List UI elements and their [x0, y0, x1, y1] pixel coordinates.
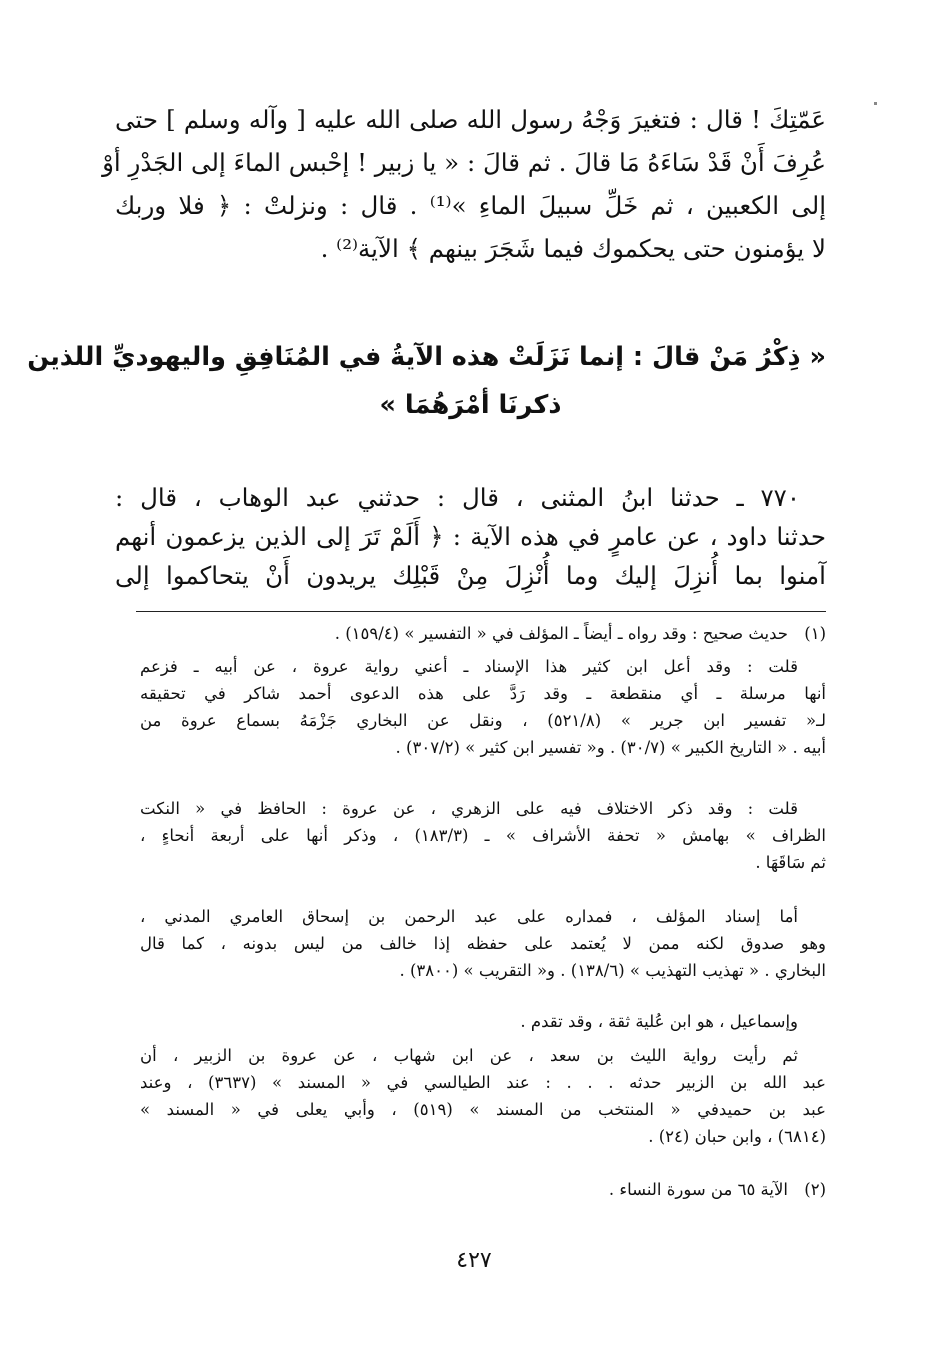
footnote-1-first-line [140, 620, 788, 647]
text-line: آمنوا بما أُنزِلَ إليك وما أُنْزِلَ مِنْ قَبْلِك يريدون أَنْ يتحاكموا إلى [115, 561, 826, 590]
footnote-2 [140, 1176, 788, 1203]
heading-line: « ذِكْرُ مَنْ قالَ : إنما نَزَلَتْ هذه الآيةُ في المُنَافِقِ واليهوديِّ اللذين [27, 342, 826, 372]
footnote-line: ثم رأيت رواية الليث بن سعد ، عن ابن شهاب ، عن عروة بن الزبير ، أن [140, 1046, 798, 1065]
footnote-separator [136, 611, 826, 612]
main-paragraph-2 [115, 478, 826, 595]
footnote-line: (٦٨١٤) ، وابن حبان (٢٤) . [648, 1127, 826, 1146]
text-line: حدثنا داود ، عن عامرٍ في هذه الآية : ﴿ أَلَمْ تَرَ إلى الذين يزعمون أنهم [115, 522, 826, 551]
footnote-line: عبد بن حميدفي « المنتخب من المسند » (٥١٩) ، وأبي يعلى في « المسند » [140, 1100, 826, 1119]
footnote-line: قلت : وقد ذكر الاختلاف فيه على الزهري ، عن عروة : الحافظ في « النكت [140, 799, 798, 818]
heading-line: ذكرنَا أمْرَهُمَا » [379, 390, 562, 420]
footnote-1-paragraph-d [140, 1008, 826, 1035]
footnote-line: البخاري . « تهذيب التهذيب » (١٣٨/٦) . و« التقريب » (٣٨٠٠) . [399, 961, 826, 980]
footnote-line: وهو صدوق لكنه ممن لا يُعتمد على حفظه إذا خالف من ليس بدونه ، كما قال [140, 934, 826, 953]
footnote-1-paragraph-b [140, 795, 826, 876]
main-paragraph-1 [102, 98, 826, 270]
footnote-line: أنها مرسلة ـ أي منقطعة ـ وقد رَدَّ على هذه الدعوى أحمد شاكر في تحقيقه [140, 684, 826, 703]
footnote-line: أبيه . « التاريخ الكبير » (٣٠/٧) . و« تفسير ابن كثير » (٣٠٧/٢) . [395, 738, 826, 757]
footnote-1-paragraph-e [140, 1042, 826, 1150]
footnote-line: الآية ٦٥ من سورة النساء . [608, 1180, 788, 1199]
footnote-1-paragraph-c [140, 903, 826, 984]
footnote-number: (٢) [804, 1180, 826, 1199]
footnote-line: قلت : وقد أعل ابن كثير هذا الإسناد ـ أعني رواية عروة ، عن أبيه ـ فزعم [140, 657, 798, 676]
footnote-line: الظراف » بهامش « تحفة الأشراف » ـ (١٨٣/٣) ، وذكر أنها على أربعة أنحاءٍ ، [140, 826, 826, 845]
footnote-line: لـ« تفسير ابن جرير » (٥٢١/٨) ، ونقل عن البخاري جَزْمَهُ بسماع عروة من [140, 711, 826, 730]
section-heading [27, 333, 826, 429]
footnote-line: ثم سَاقَهَا . [755, 853, 826, 872]
text-line: ٧٧٠ ـ حدثنا ابنُ المثنى ، قال : حدثني عبد الوهاب ، قال : [115, 483, 800, 512]
scan-speck [874, 102, 877, 105]
footnote-line: حديث صحيح : وقد رواه ـ أيضاً ـ المؤلف في « التفسير » (١٥٩/٤) . [334, 624, 788, 643]
footnote-number: (١) [804, 624, 826, 643]
text-line: عُرِفَ أَنْ قَدْ سَاءَهُ مَا قالَ . ثم قالَ : « يا زبير ! إحْبس الماءَ إلى الجَدْرِ أوْ [102, 148, 826, 177]
footnote-line: أما إسناد المؤلف ، فمداره على عبد الرحمن بن إسحاق العامري المدني ، [140, 907, 798, 926]
footnote-line: وإسماعيل ، هو ابن عُلية ثقة ، وقد تقدم . [520, 1012, 798, 1031]
page-number: ٤٢٧ [456, 1248, 492, 1273]
text-line: عَمّتِكَ ! قال : فتغيرَ وَجْهُ رسول الله صلى الله عليه [ وآله وسلم ] حتى [115, 105, 826, 134]
footnote-line: عبد الله بن الزبير حدثه . . . : عند الطيالسي في « المسند » (٣٦٣٧) ، وعند [140, 1073, 826, 1092]
text-line: لا يؤمنون حتى يحكموك فيما شَجَرَ بينهم ﴾ الآية⁽²⁾ . [320, 234, 826, 263]
footnote-1-paragraph-a [140, 653, 826, 761]
text-line: إلى الكعبين ، ثم خَلِّ سبيلَ الماءِ »⁽¹⁾ . قال : ونزلتْ : ﴿ فلا وربك [115, 191, 826, 220]
